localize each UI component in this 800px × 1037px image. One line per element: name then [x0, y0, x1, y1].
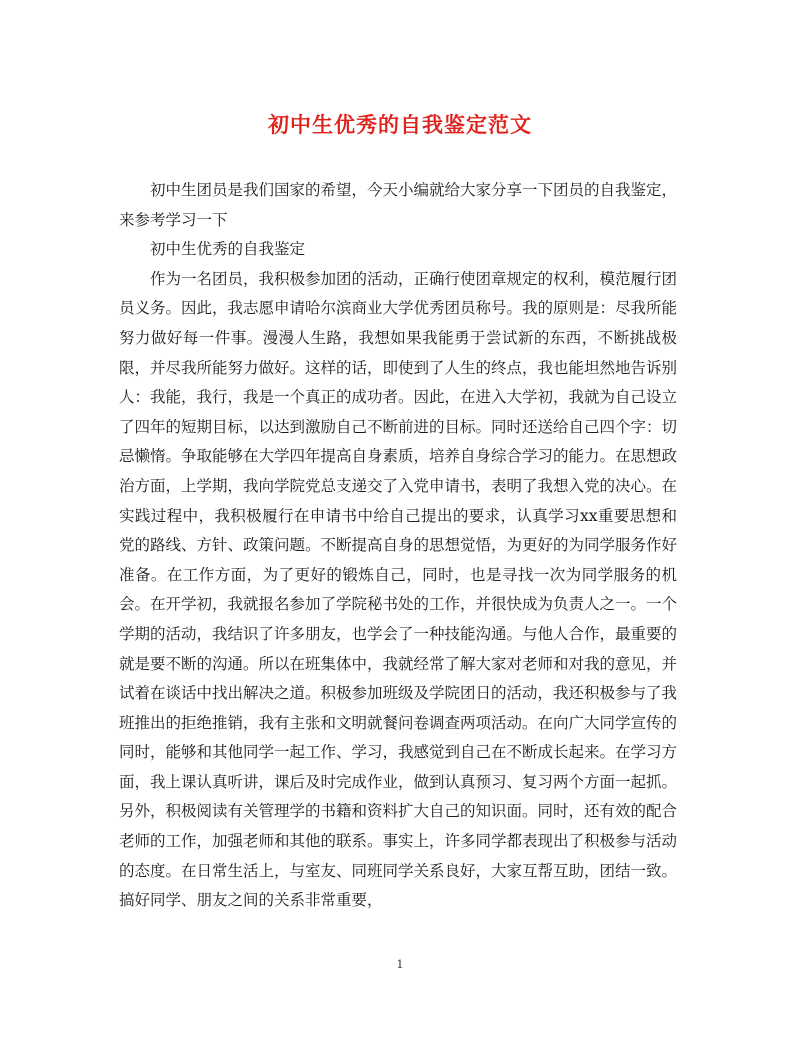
document-body — [119, 176, 677, 916]
document-title: 初中生优秀的自我鉴定范文 — [268, 112, 532, 137]
intro-paragraph: 初中生团员是我们国家的希望，今天小编就给大家分享一下团员的自我鉴定，来参考学习一下 — [119, 181, 678, 229]
main-paragraph: 作为一名团员，我积极参加团的活动，正确行使团章规定的权利，模范履行团员义务。因此，我志愿申请哈尔滨商业大学优秀团员称号。我的原则是：尽我所能努力做好每一件事。漫漫人生路，我想如果我能勇于尝试新的东西，不断挑战极限，并尽我所能努力做好。这样的话，即使到了人生的终点，我也能坦然地告诉别人：我能，我行，我是一个真正的成功者。因此，在进入大学初，我就为自己设立了四年的短期目标，以达到激励自己不断前进的目标。同时还送给自己四个字：切忌懒惰。争取能够在大学四年提高自身素质，培养自身综合学习的能力。在思想政治方面，上学期，我向学院党总支递交了入党申请书，表明了我想入党的决心。在实践过程中，我积极履行在申请书中给自己提出的要求，认真学习xx重要思想和党的路线、方针、政策问题。不断提高自身的思想觉悟，为更好的为同学服务作好准备。在工作方面，为了更好的锻炼自己，同时，也是寻找一次为同学服务的机会。在开学初，我就报名参加了学院秘书处的工作，并很快成为负责人之一。一个学期的活动，我结识了许多朋友，也学会了一种技能沟通。与他人合作，最重要的就是要不断的沟通。所以在班集体中，我就经常了解大家对老师和对我的意见，并试着在谈话中找出解决之道。积极参加班级及学院团日的活动，我还积极参与了我班推出的拒绝推销，我有主张和文明就餐问卷调查两项活动。在向广大同学宣传的同时，能够和其他同学一起工作、学习，我感觉到自己在不断成长起来。在学习方面，我上课认真听讲，课后及时完成作业，做到认真预习、复习两个方面一起抓。另外，积极阅读有关管理学的书籍和资料扩大自己的知识面。同时，还有效的配合老师的工作，加强老师和其他的联系。事实上，许多同学都表现出了积极参与活动的态度。在日常生活上，与室友、同班同学关系良好，大家互帮互助，团结一致。搞好同学、朋友之间的关系非常重要， — [119, 269, 678, 910]
page-number: 1 — [396, 958, 404, 971]
section-heading: 初中生优秀的自我鉴定 — [150, 240, 306, 259]
